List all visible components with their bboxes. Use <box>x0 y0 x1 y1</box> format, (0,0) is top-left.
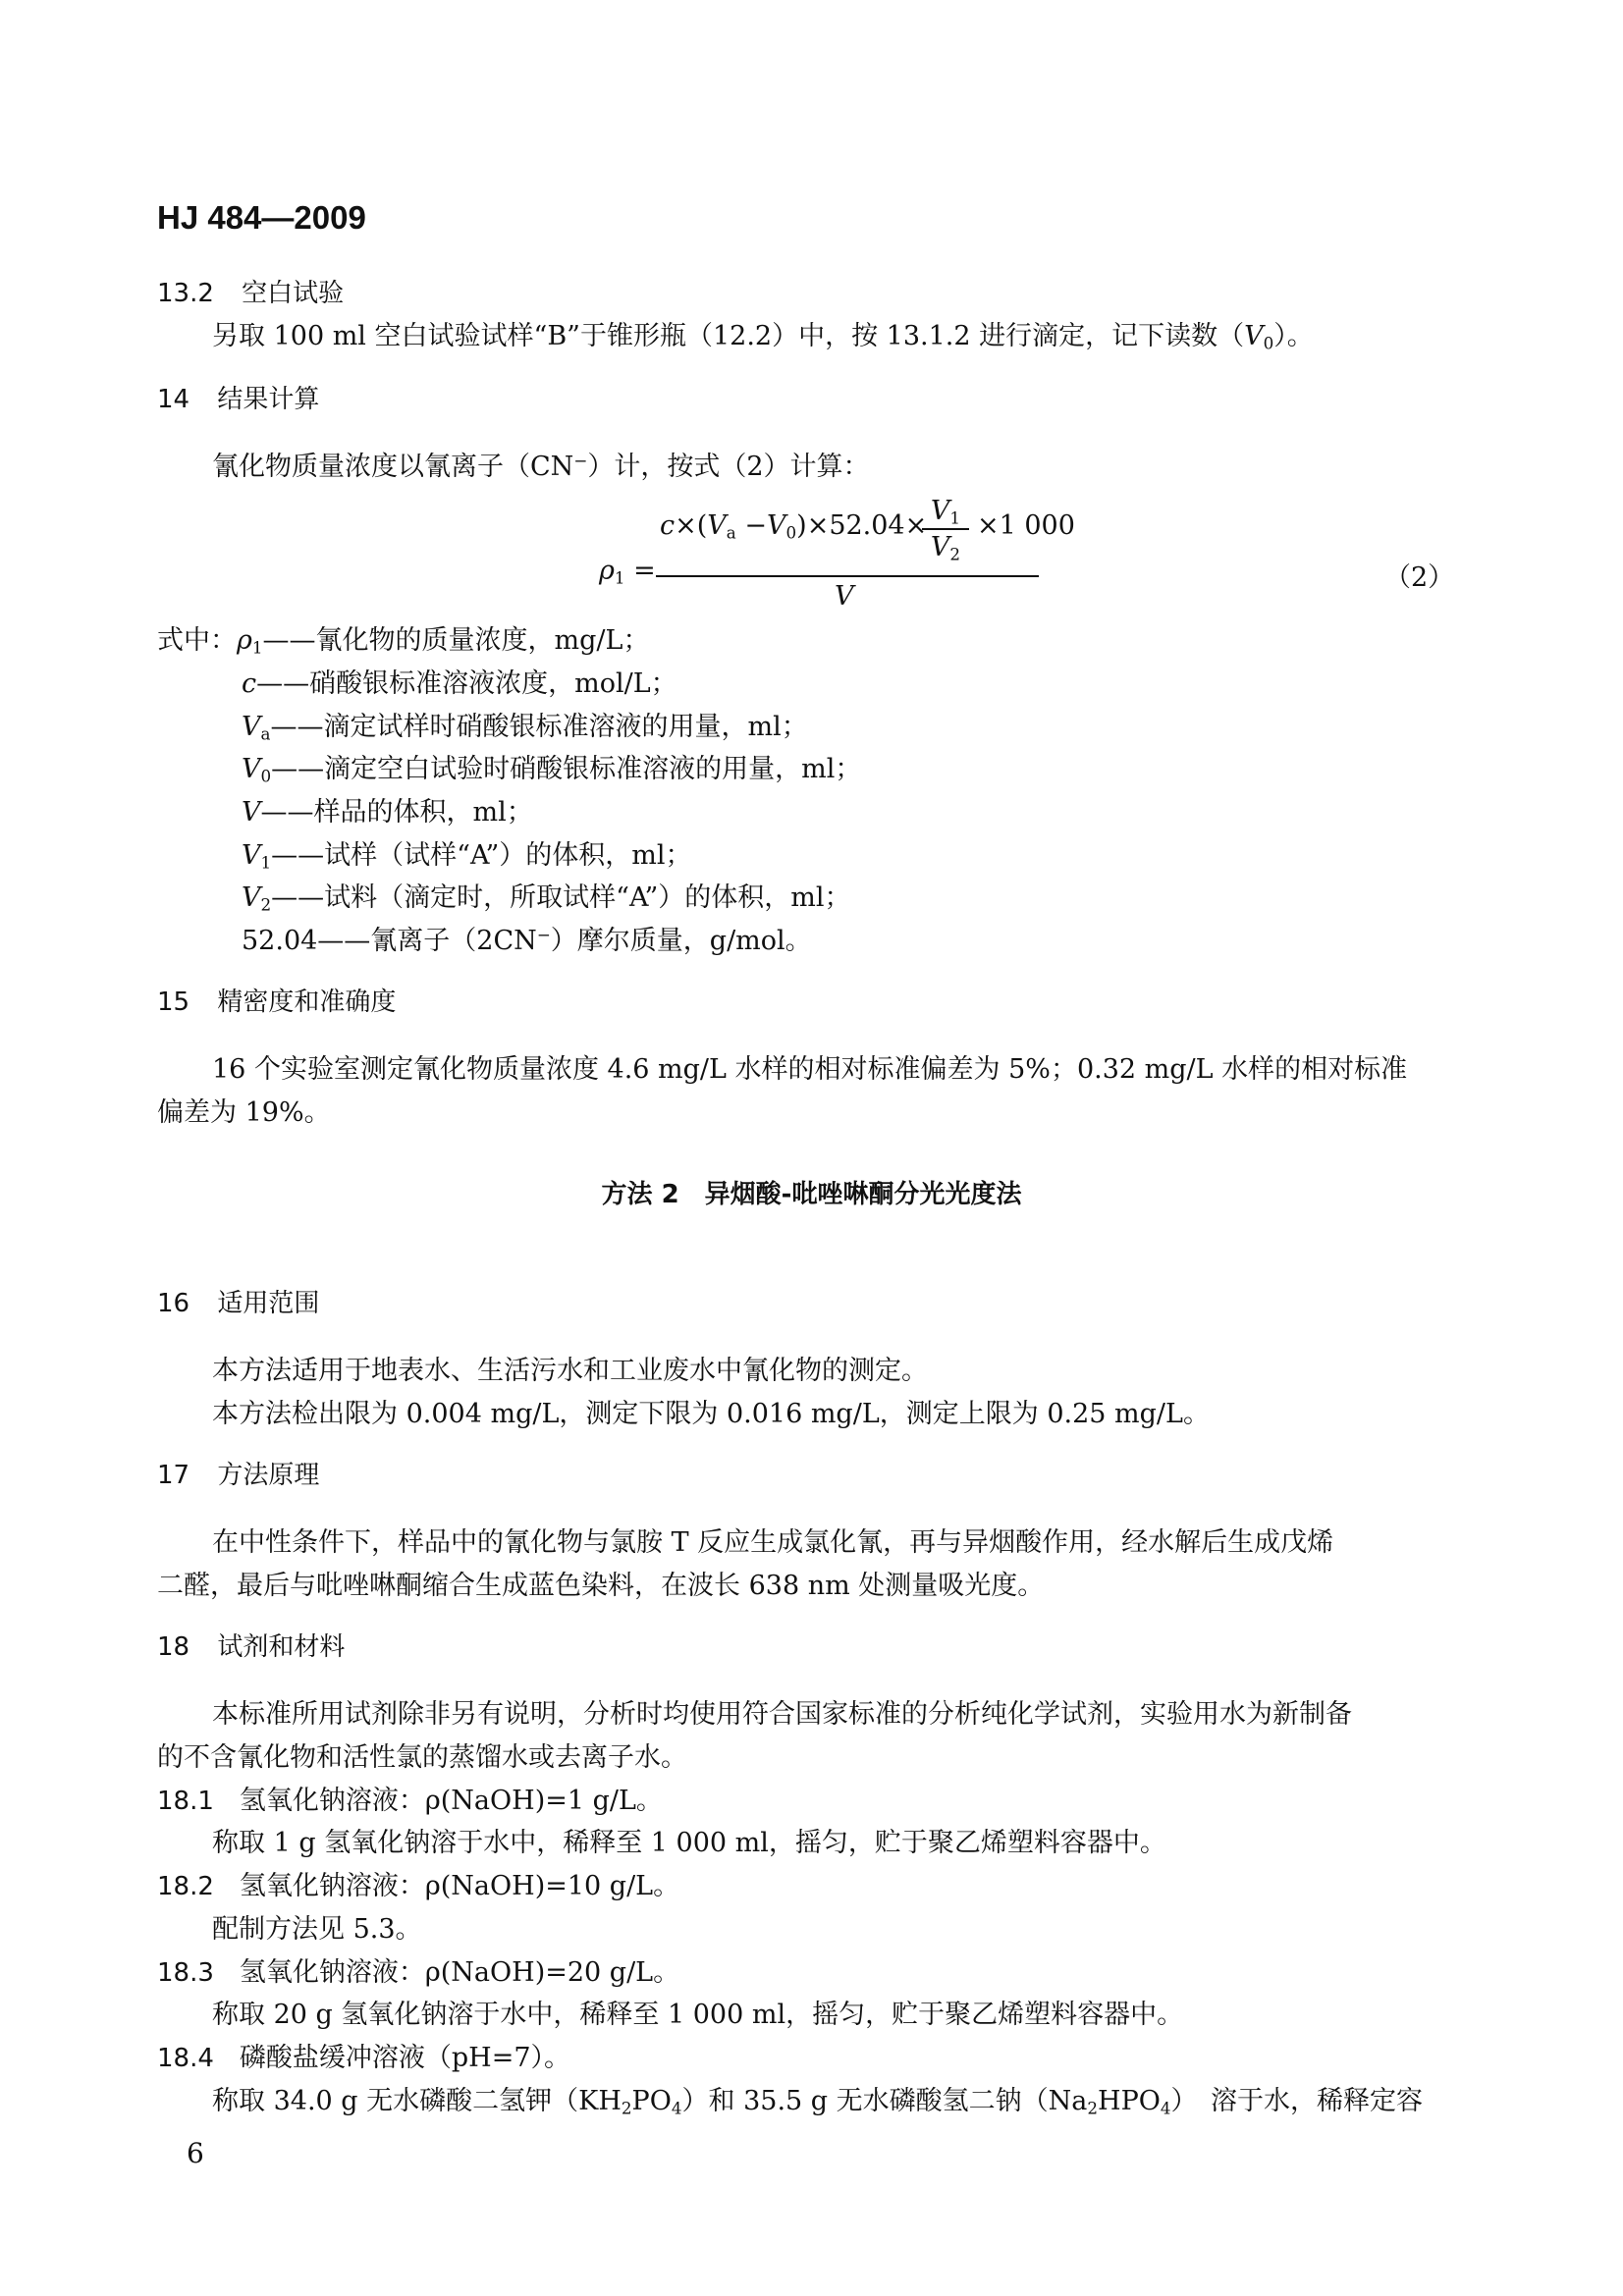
item-18-2-body: 配制方法见 5.3。 <box>212 1914 422 1945</box>
section-13-2-paragraph: 另取 100 ml 空白试验试样“B”于锥形瓶（12.2）中，按 13.1.2 进行滴定，记下读数$(V_0)$。 <box>212 321 1314 353</box>
section-16-heading <box>157 1290 319 1319</box>
definition-v: V——样品的体积，ml； <box>242 797 533 828</box>
section-16-line-2: 本方法检出限为 0.004 mg/L，测定下限为 0.016 mg/L，测定上限为 0.25 mg/L。 <box>212 1399 1210 1429</box>
item-18-1-body: 称取 1 g 氢氧化钠溶于水中，稀释至 1 000 ml，摇匀，贮于聚乙烯塑料容器中。 <box>212 1828 1166 1858</box>
method-2-title: 方法 2 异烟酸-吡唑啉酮分光光度法 <box>601 1180 1022 1209</box>
item-18-4-body: 称取 34.0 g 无水磷酸二氢钾$(KH_2PO_4)$和 35.5 g 无水磷酸氢二钠$(Na_2HPO_4)$ 溶于水，稀释定容 <box>212 2086 1424 2118</box>
section-number: 14 <box>157 385 190 414</box>
section-18-heading <box>157 1633 345 1663</box>
section-number: 15 <box>157 988 190 1017</box>
section-18-line-1: 本标准所用试剂除非另有说明，分析时均使用符合国家标准的分析纯化学试剂，实验用水为新制备 <box>212 1699 1352 1730</box>
item-18-2: 18.2 氢氧化钠溶液：ρ(NaOH)=10 g/L。 <box>157 1871 680 1901</box>
definition-v2: $V_2——$试料（滴定时，所取试样“A”）的体积，ml； <box>242 882 851 915</box>
section-17-heading <box>157 1462 319 1491</box>
section-13-2-heading <box>157 280 344 309</box>
section-16-line-1: 本方法适用于地表水、生活污水和工业废水中氰化物的测定。 <box>212 1356 928 1386</box>
section-title: 结果计算 <box>217 385 320 414</box>
section-title: 精密度和准确度 <box>217 988 397 1017</box>
section-title: 方法原理 <box>217 1461 320 1490</box>
item-18-3: 18.3 氢氧化钠溶液：ρ(NaOH)=20 g/L。 <box>157 1957 680 1988</box>
section-15-line-2: 偏差为 19%。 <box>157 1097 331 1128</box>
section-number: 13.2 <box>157 279 214 308</box>
definition-rho1: 式中：$\rho_1——$氰化物的质量浓度，mg/L； <box>157 625 650 658</box>
section-15-line-1: 16 个实验室测定氰化物质量浓度 4.6 mg/L 水样的相对标准偏差为 5%；0.32 mg/L 水样的相对标准 <box>212 1054 1408 1085</box>
item-18-3-body: 称取 20 g 氢氧化钠溶于水中，稀释至 1 000 ml，摇匀，贮于聚乙烯塑料容器中。 <box>212 2000 1184 2030</box>
item-18-4: 18.4 磷酸盐缓冲溶液（pH=7）。 <box>157 2043 571 2073</box>
section-number: 16 <box>157 1289 190 1318</box>
equation-number: （2） <box>1384 562 1455 593</box>
definition-c: c——硝酸银标准溶液浓度，mol/L； <box>242 668 677 699</box>
section-18-line-2: 的不含氰化物和活性氯的蒸馏水或去离子水。 <box>157 1742 687 1773</box>
standard-number: HJ 484—2009 <box>157 199 366 236</box>
section-17-line-2: 二醛，最后与吡唑啉酮缩合生成蓝色染料，在波长 638 nm 处测量吸光度。 <box>157 1571 1045 1601</box>
section-title: 空白试验 <box>242 279 345 308</box>
section-14-intro: 氰化物质量浓度以氰离子（CN−）计，按式（2）计算： <box>212 450 870 482</box>
formula-2: $\rho_1$ = $c\times(V_a -V_0)\times 52.04\times$ $V_1$ $V_2$ ×1 000 V <box>599 496 1075 612</box>
definition-v0: $V_0——$滴定空白试验时硝酸银标准溶液的用量，ml； <box>242 754 862 786</box>
page-number: 6 <box>187 2137 204 2169</box>
section-title: 适用范围 <box>217 1289 320 1318</box>
section-title: 试剂和材料 <box>217 1632 346 1662</box>
section-15-heading <box>157 988 396 1018</box>
definition-va: $V_a——$滴定试样时硝酸银标准溶液的用量，ml； <box>242 712 808 744</box>
definition-molar-mass: 52.04——氰离子（2CN−）摩尔质量，g/mol。 <box>242 924 812 956</box>
item-18-1: 18.1 氢氧化钠溶液：ρ(NaOH)=1 g/L。 <box>157 1786 663 1816</box>
formula-inner-fraction: $V_1$ $V_2$ <box>918 496 973 562</box>
definition-v1: $V_1——$试样（试样“A”）的体积，ml； <box>242 840 692 873</box>
section-17-line-1: 在中性条件下，样品中的氰化物与氯胺 T 反应生成氯化氰，再与异烟酸作用，经水解后生成戊烯 <box>212 1527 1334 1558</box>
section-number: 17 <box>157 1461 190 1490</box>
section-number: 18 <box>157 1632 190 1662</box>
fraction-bar <box>656 575 1039 577</box>
section-14-heading <box>157 386 319 415</box>
